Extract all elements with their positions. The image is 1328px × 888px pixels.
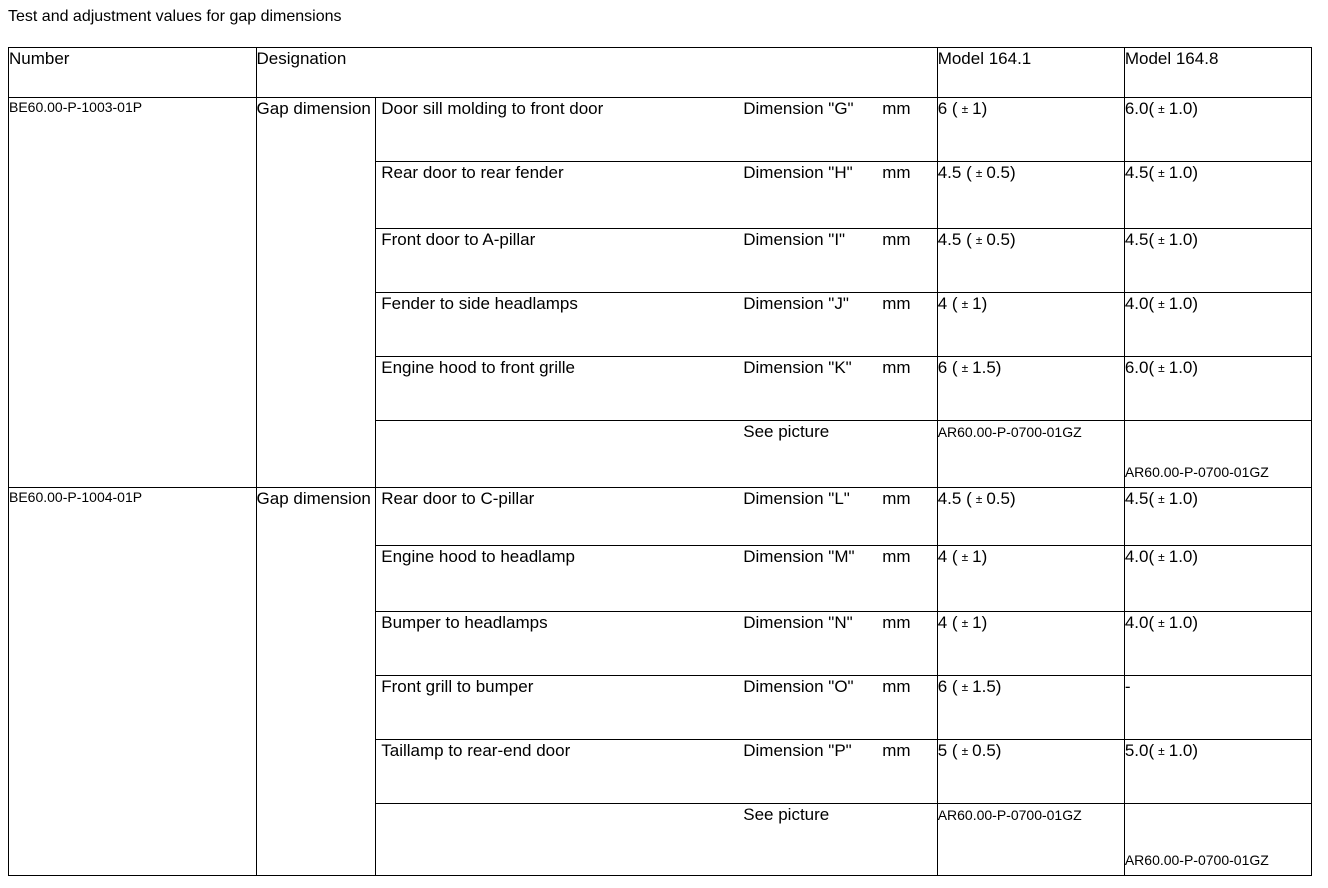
designation-cell	[376, 612, 937, 676]
model-164-1-ref-cell	[937, 804, 1124, 876]
model-164-1-cell	[937, 488, 1124, 546]
tol-close: )	[1009, 163, 1016, 182]
model-164-1-value: 4	[937, 613, 948, 632]
model-164-1-tolerance: 0.5	[986, 163, 1010, 182]
model-164-8-value: 5.0	[1124, 741, 1149, 760]
model-164-8-cell	[1124, 162, 1311, 229]
unit-label: mm	[882, 163, 911, 182]
picture-reference: AR60.00-P-0700-01GZ	[937, 424, 1082, 440]
model-164-8-ref-cell	[1124, 421, 1311, 488]
model-164-1-tolerance: 0.5	[986, 230, 1010, 249]
model-164-8-cell	[1124, 612, 1311, 676]
model-164-8-tolerance: 1.0	[1168, 294, 1193, 313]
model-164-8-cell	[1124, 293, 1311, 357]
designation-text: Taillamp to rear-end door	[381, 741, 571, 760]
tol-close: )	[1009, 230, 1016, 249]
model-164-8-tolerance: 1.0	[1168, 358, 1193, 377]
dimension-label: Dimension "G"	[743, 99, 854, 118]
model-164-8-tolerance: 1.0	[1168, 230, 1193, 249]
tol-close: )	[1192, 547, 1199, 566]
table-row	[9, 488, 1312, 546]
model-164-8-tolerance: 1.0	[1168, 99, 1193, 118]
tol-close: )	[1192, 358, 1199, 377]
header-model-164-8: Model 164.8	[1124, 48, 1311, 98]
model-164-1-tolerance: 1	[972, 613, 982, 632]
unit-label: mm	[882, 358, 911, 377]
tol-close: )	[981, 294, 988, 313]
model-164-1-tolerance: 1	[972, 294, 982, 313]
model-164-8-value: 4.5	[1124, 489, 1149, 508]
designation-text: Fender to side headlamps	[381, 294, 578, 313]
plus-minus-icon: ±	[975, 166, 983, 180]
designation-text: Rear door to C-pillar	[381, 489, 535, 508]
model-164-1-cell	[937, 740, 1124, 804]
dimension-label: Dimension "H"	[743, 163, 853, 182]
unit-label: mm	[882, 677, 911, 696]
model-164-1-cell	[937, 612, 1124, 676]
tol-open: (	[951, 613, 958, 632]
tol-open: (	[1148, 163, 1155, 182]
tol-close: )	[995, 358, 1002, 377]
model-164-1-ref-cell	[937, 421, 1124, 488]
tol-close: )	[995, 741, 1002, 760]
plus-minus-icon: ±	[961, 744, 969, 758]
tol-open: (	[1148, 489, 1155, 508]
tol-open: (	[1148, 358, 1155, 377]
model-164-8-tolerance: 1.0	[1168, 741, 1193, 760]
unit-label: mm	[882, 613, 911, 632]
picture-reference: AR60.00-P-0700-01GZ	[1124, 464, 1269, 480]
designation-text: Front grill to bumper	[381, 677, 534, 696]
dimension-label: Dimension "O"	[743, 677, 854, 696]
plus-minus-icon: ±	[961, 550, 969, 564]
plus-minus-icon: ±	[1158, 550, 1165, 564]
model-164-1-cell	[937, 546, 1124, 612]
plus-minus-icon: ±	[1158, 492, 1165, 506]
model-164-1-cell	[937, 293, 1124, 357]
unit-label: mm	[882, 294, 911, 313]
tol-close: )	[1192, 294, 1199, 313]
model-164-8-cell	[1124, 488, 1311, 546]
plus-minus-icon: ±	[961, 297, 969, 311]
designation-cell	[376, 293, 937, 357]
tol-close: )	[1192, 163, 1199, 182]
model-164-8-value: 4.0	[1124, 294, 1149, 313]
model-164-1-tolerance: 0.5	[972, 741, 996, 760]
tol-open: (	[1148, 741, 1155, 760]
dimension-label: Dimension "L"	[743, 489, 850, 508]
model-164-8-value: 4.5	[1124, 163, 1149, 182]
plus-minus-icon: ±	[975, 233, 983, 247]
header-number: Number	[9, 48, 257, 98]
designation-text: Front door to A-pillar	[381, 230, 536, 249]
designation-cell	[376, 357, 937, 421]
unit-label: mm	[882, 489, 911, 508]
number-cell: BE60.00-P-1003-01P	[9, 98, 257, 488]
tol-close: )	[1192, 99, 1199, 118]
number-cell: BE60.00-P-1004-01P	[9, 488, 257, 876]
tol-close: )	[981, 99, 988, 118]
designation-text: Rear door to rear fender	[381, 163, 564, 182]
tol-close: )	[1192, 230, 1199, 249]
model-164-8-value: -	[1124, 677, 1131, 696]
model-164-1-value: 6	[937, 358, 948, 377]
model-164-8-value: 6.0	[1124, 358, 1149, 377]
category-cell: Gap dimension	[256, 488, 376, 876]
unit-label: mm	[882, 547, 911, 566]
designation-text: Engine hood to headlamp	[381, 547, 576, 566]
page-title: Test and adjustment values for gap dimensions	[8, 8, 342, 25]
tol-open: (	[951, 294, 958, 313]
designation-text: Bumper to headlamps	[381, 613, 548, 632]
dimension-label: Dimension "P"	[743, 741, 852, 760]
model-164-8-cell	[1124, 357, 1311, 421]
designation-cell	[376, 229, 937, 293]
plus-minus-icon: ±	[961, 361, 969, 375]
model-164-1-cell	[937, 357, 1124, 421]
model-164-8-ref-cell	[1124, 804, 1311, 876]
plus-minus-icon: ±	[961, 680, 969, 694]
tol-open: (	[1148, 230, 1155, 249]
model-164-8-value: 6.0	[1124, 99, 1149, 118]
tol-open: (	[1148, 99, 1155, 118]
plus-minus-icon: ±	[1158, 297, 1165, 311]
tol-open: (	[1148, 613, 1155, 632]
tol-close: )	[981, 613, 988, 632]
model-164-8-cell	[1124, 740, 1311, 804]
table-row	[9, 98, 1312, 162]
tol-open: (	[1148, 547, 1155, 566]
header-model-164-1: Model 164.1	[937, 48, 1124, 98]
model-164-1-tolerance: 1.5	[972, 358, 996, 377]
unit-label: mm	[882, 230, 911, 249]
model-164-1-value: 4.5	[937, 489, 962, 508]
designation-cell	[376, 676, 937, 740]
tol-close: )	[981, 547, 988, 566]
dimension-label: Dimension "I"	[743, 230, 846, 249]
category-cell: Gap dimension	[256, 98, 376, 488]
designation-cell	[376, 804, 937, 876]
plus-minus-icon: ±	[961, 102, 969, 116]
model-164-1-tolerance: 0.5	[986, 489, 1010, 508]
plus-minus-icon: ±	[961, 616, 969, 630]
designation-cell	[376, 488, 937, 546]
tol-close: )	[995, 677, 1002, 696]
tol-close: )	[1009, 489, 1016, 508]
header-designation: Designation	[256, 48, 937, 98]
dimension-label: Dimension "N"	[743, 613, 853, 632]
designation-cell	[376, 740, 937, 804]
model-164-1-cell	[937, 162, 1124, 229]
model-164-8-tolerance: 1.0	[1168, 163, 1193, 182]
tol-open: (	[951, 741, 958, 760]
model-164-8-tolerance: 1.0	[1168, 489, 1193, 508]
model-164-1-tolerance: 1	[972, 547, 982, 566]
plus-minus-icon: ±	[975, 492, 983, 506]
plus-minus-icon: ±	[1158, 233, 1165, 247]
designation-cell	[376, 98, 937, 162]
plus-minus-icon: ±	[1158, 744, 1165, 758]
plus-minus-icon: ±	[1158, 166, 1165, 180]
tol-close: )	[1192, 489, 1199, 508]
designation-text: Engine hood to front grille	[381, 358, 575, 377]
model-164-1-value: 4	[937, 547, 948, 566]
model-164-1-value: 4.5	[937, 163, 962, 182]
plus-minus-icon: ±	[1158, 102, 1165, 116]
model-164-1-cell	[937, 98, 1124, 162]
model-164-1-value: 4	[937, 294, 948, 313]
model-164-8-tolerance: 1.0	[1168, 547, 1193, 566]
tol-close: )	[1192, 741, 1199, 760]
model-164-8-cell	[1124, 229, 1311, 293]
header-row	[9, 48, 1312, 98]
designation-cell	[376, 162, 937, 229]
tol-open: (	[966, 230, 972, 249]
see-picture-label: See picture	[743, 422, 830, 441]
tol-open: (	[951, 358, 958, 377]
see-picture-label: See picture	[743, 805, 830, 824]
tol-open: (	[966, 489, 972, 508]
model-164-8-value: 4.5	[1124, 230, 1149, 249]
model-164-8-cell	[1124, 546, 1311, 612]
designation-cell	[376, 546, 937, 612]
plus-minus-icon: ±	[1158, 616, 1165, 630]
tol-open: (	[951, 677, 958, 696]
model-164-8-cell	[1124, 676, 1311, 740]
unit-label: mm	[882, 741, 911, 760]
model-164-1-tolerance: 1	[972, 99, 982, 118]
model-164-1-cell	[937, 676, 1124, 740]
dimension-label: Dimension "M"	[743, 547, 855, 566]
model-164-1-value: 4.5	[937, 230, 962, 249]
tol-open: (	[951, 99, 958, 118]
dimension-label: Dimension "K"	[743, 358, 852, 377]
designation-cell	[376, 421, 937, 488]
plus-minus-icon: ±	[1158, 361, 1165, 375]
model-164-8-value: 4.0	[1124, 613, 1149, 632]
tol-open: (	[1148, 294, 1155, 313]
model-164-8-cell	[1124, 98, 1311, 162]
designation-text: Door sill molding to front door	[381, 99, 604, 118]
gap-dimensions-table	[8, 47, 1312, 876]
tol-open: (	[966, 163, 972, 182]
tol-close: )	[1192, 613, 1199, 632]
tol-open: (	[951, 547, 958, 566]
unit-label: mm	[882, 99, 911, 118]
model-164-8-tolerance: 1.0	[1168, 613, 1193, 632]
model-164-8-value: 4.0	[1124, 547, 1149, 566]
dimension-label: Dimension "J"	[743, 294, 849, 313]
model-164-1-value: 6	[937, 99, 948, 118]
model-164-1-value: 6	[937, 677, 948, 696]
model-164-1-cell	[937, 229, 1124, 293]
picture-reference: AR60.00-P-0700-01GZ	[937, 807, 1082, 823]
picture-reference: AR60.00-P-0700-01GZ	[1124, 852, 1269, 868]
model-164-1-tolerance: 1.5	[972, 677, 996, 696]
model-164-1-value: 5	[937, 741, 948, 760]
